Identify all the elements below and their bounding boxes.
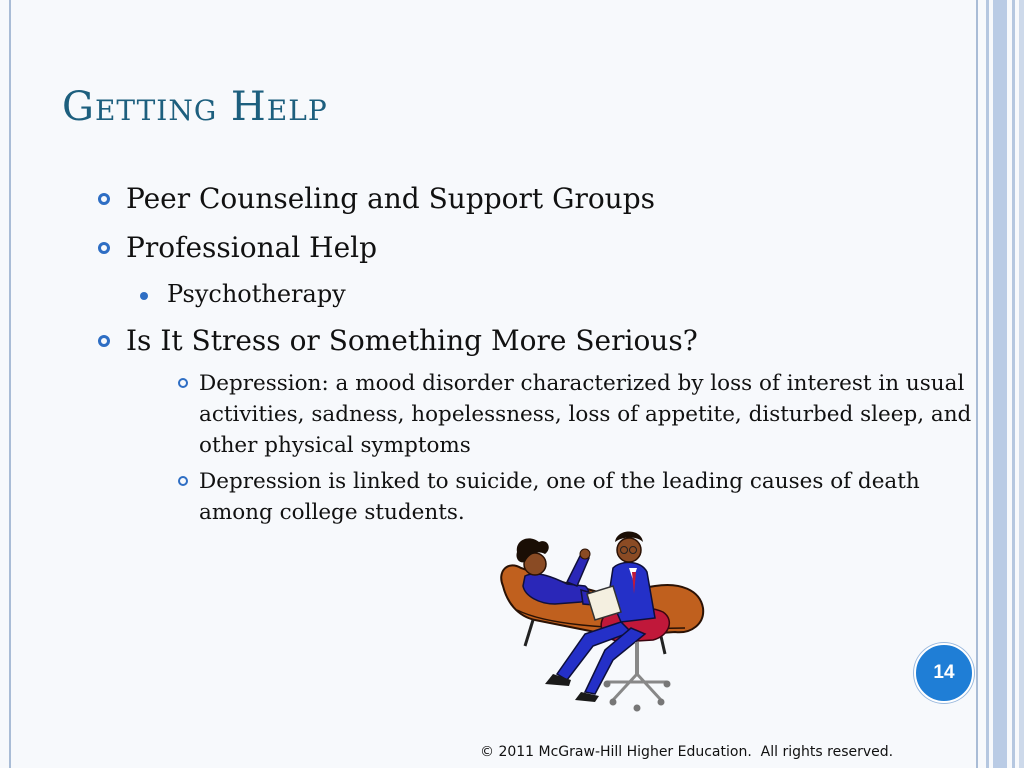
- copyright-footer: © 2011 McGraw-Hill Higher Education. All rights reserved.: [480, 744, 894, 760]
- solid-dot-bullet-icon: [140, 292, 148, 300]
- sub-bullet-text: Depression: a mood disorder characterized by loss of interest in usual activities, sadness, hopelessness, loss of appetite, disturbed sleep, and other physical symptoms: [199, 371, 972, 458]
- bullet-text: Peer Counseling and Support Groups: [126, 182, 656, 215]
- hollow-circle-bullet-icon: [178, 476, 188, 486]
- left-border-line: [9, 0, 11, 768]
- right-decorative-bars: [976, 0, 1024, 768]
- therapist-patient-couch-clipart-icon: [495, 524, 710, 719]
- slide-title: Getting Help: [62, 84, 328, 130]
- sub-bullet-text: Depression is linked to suicide, one of the leading causes of death among college students.: [199, 469, 920, 525]
- bullet-text: Professional Help: [126, 231, 378, 264]
- hollow-circle-bullet-icon: [178, 378, 188, 388]
- sub-bullet-text: Psychotherapy: [167, 280, 346, 308]
- hollow-circle-bullet-icon: [98, 193, 110, 205]
- hollow-circle-bullet-icon: [98, 335, 110, 347]
- hollow-circle-bullet-icon: [98, 242, 110, 254]
- page-number-badge: 14: [914, 643, 974, 703]
- bullet-text: Is It Stress or Something More Serious?: [126, 324, 698, 357]
